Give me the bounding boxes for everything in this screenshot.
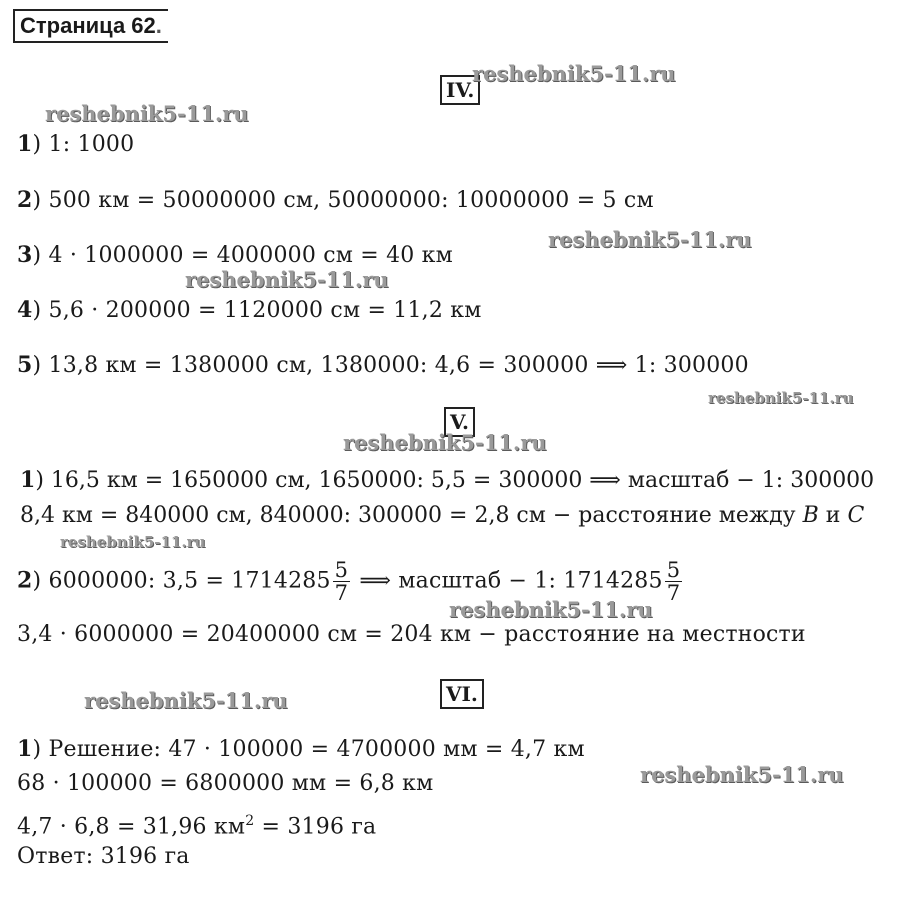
vi-line-2 xyxy=(17,770,433,798)
iv-line-2 xyxy=(17,186,654,215)
square-exponent: 2 xyxy=(245,813,255,829)
point-b-label: B xyxy=(802,503,819,528)
iv-line-1-text: ) 1: 1000 xyxy=(32,132,135,157)
fraction-2-numerator: 5 xyxy=(666,558,681,582)
v-line-3-text-a: ) 6000000: 3,5 = 1714285 xyxy=(32,568,331,594)
iv-line-2-text: ) 500 км = 50000000 см, 50000000: 10000000 = 5 см xyxy=(32,188,654,213)
vi-line-1 xyxy=(17,735,585,764)
iv-line-5-number: 5 xyxy=(17,352,33,378)
fraction-2 xyxy=(665,559,683,604)
vi-line-1-text: ) Решение: 47 · 100000 = 4700000 мм = 4,7 км xyxy=(32,737,585,762)
v-line-4-text: 3,4 · 6000000 = 20400000 см = 204 км − расстояние на местности xyxy=(17,622,806,647)
vi-line-3-text: 4,7 · 6,8 = 31,96 км xyxy=(17,814,246,840)
vi-line-4 xyxy=(17,843,190,871)
watermark: reshebnik5-11.ru xyxy=(708,389,854,407)
iv-line-1 xyxy=(17,130,134,159)
vi-line-2-text: 68 · 100000 = 6800000 мм = 6,8 км xyxy=(17,771,434,796)
watermark: reshebnik5-11.ru xyxy=(548,227,752,252)
vi-line-1-number: 1 xyxy=(17,736,33,762)
v-line-1-text: ) 16,5 км = 1650000 см, 1650000: 5,5 = 300000 ⟹ масштаб − 1: 300000 xyxy=(35,468,875,493)
watermark: reshebnik5-11.ru xyxy=(60,533,206,551)
watermark: reshebnik5-11.ru xyxy=(45,101,249,126)
watermark: reshebnik5-11.ru xyxy=(185,267,389,292)
watermark: reshebnik5-11.ru xyxy=(343,430,547,455)
v-line-3-text-b: ⟹ масштаб − 1: 1714285 xyxy=(352,568,663,594)
iv-line-3-number: 3 xyxy=(17,242,33,268)
vi-line-3 xyxy=(17,807,376,841)
watermark: reshebnik5-11.ru xyxy=(449,597,653,622)
fraction-2-denominator: 7 xyxy=(666,581,681,605)
iv-line-4-text: ) 5,6 · 200000 = 1120000 см = 11,2 км xyxy=(32,298,482,323)
vi-line-4-answer: Ответ: 3196 га xyxy=(17,844,190,869)
v-line-1 xyxy=(20,466,874,495)
iv-line-5 xyxy=(17,351,749,380)
fraction-1-denominator: 7 xyxy=(334,581,349,605)
iv-line-3-text: ) 4 · 1000000 = 4000000 см = 40 км xyxy=(32,243,453,268)
iv-line-5-text: ) 13,8 км = 1380000 см, 1380000: 4,6 = 300000 ⟹ 1: 300000 xyxy=(32,353,749,378)
section-v-heading: V. xyxy=(444,407,475,437)
v-line-2-and: и xyxy=(818,503,848,528)
fraction-1 xyxy=(333,559,351,604)
iv-line-2-number: 2 xyxy=(17,187,33,213)
section-iv-heading: IV. xyxy=(440,75,480,105)
vi-line-3-tail: = 3196 га xyxy=(254,814,377,840)
v-line-3-number: 2 xyxy=(17,567,33,594)
v-line-2-text: 8,4 км = 840000 см, 840000: 300000 = 2,8 см − расстояние между xyxy=(20,503,803,528)
section-vi-heading: VI. xyxy=(440,679,484,709)
iv-line-4-number: 4 xyxy=(17,297,33,323)
page-label xyxy=(13,9,168,43)
watermark: reshebnik5-11.ru xyxy=(640,762,844,787)
watermark: reshebnik5-11.ru xyxy=(472,61,676,86)
page-label-dot: . xyxy=(155,13,162,38)
page-label-text: Страница 62 xyxy=(20,13,156,38)
iv-line-4 xyxy=(17,296,482,325)
point-c-label: C xyxy=(847,503,865,528)
v-line-4 xyxy=(17,621,806,649)
fraction-1-numerator: 5 xyxy=(334,558,349,582)
v-line-2 xyxy=(20,502,864,530)
v-line-1-number: 1 xyxy=(20,467,36,493)
iv-line-3 xyxy=(17,241,453,270)
iv-line-1-number: 1 xyxy=(17,131,33,157)
watermark: reshebnik5-11.ru xyxy=(84,688,288,713)
